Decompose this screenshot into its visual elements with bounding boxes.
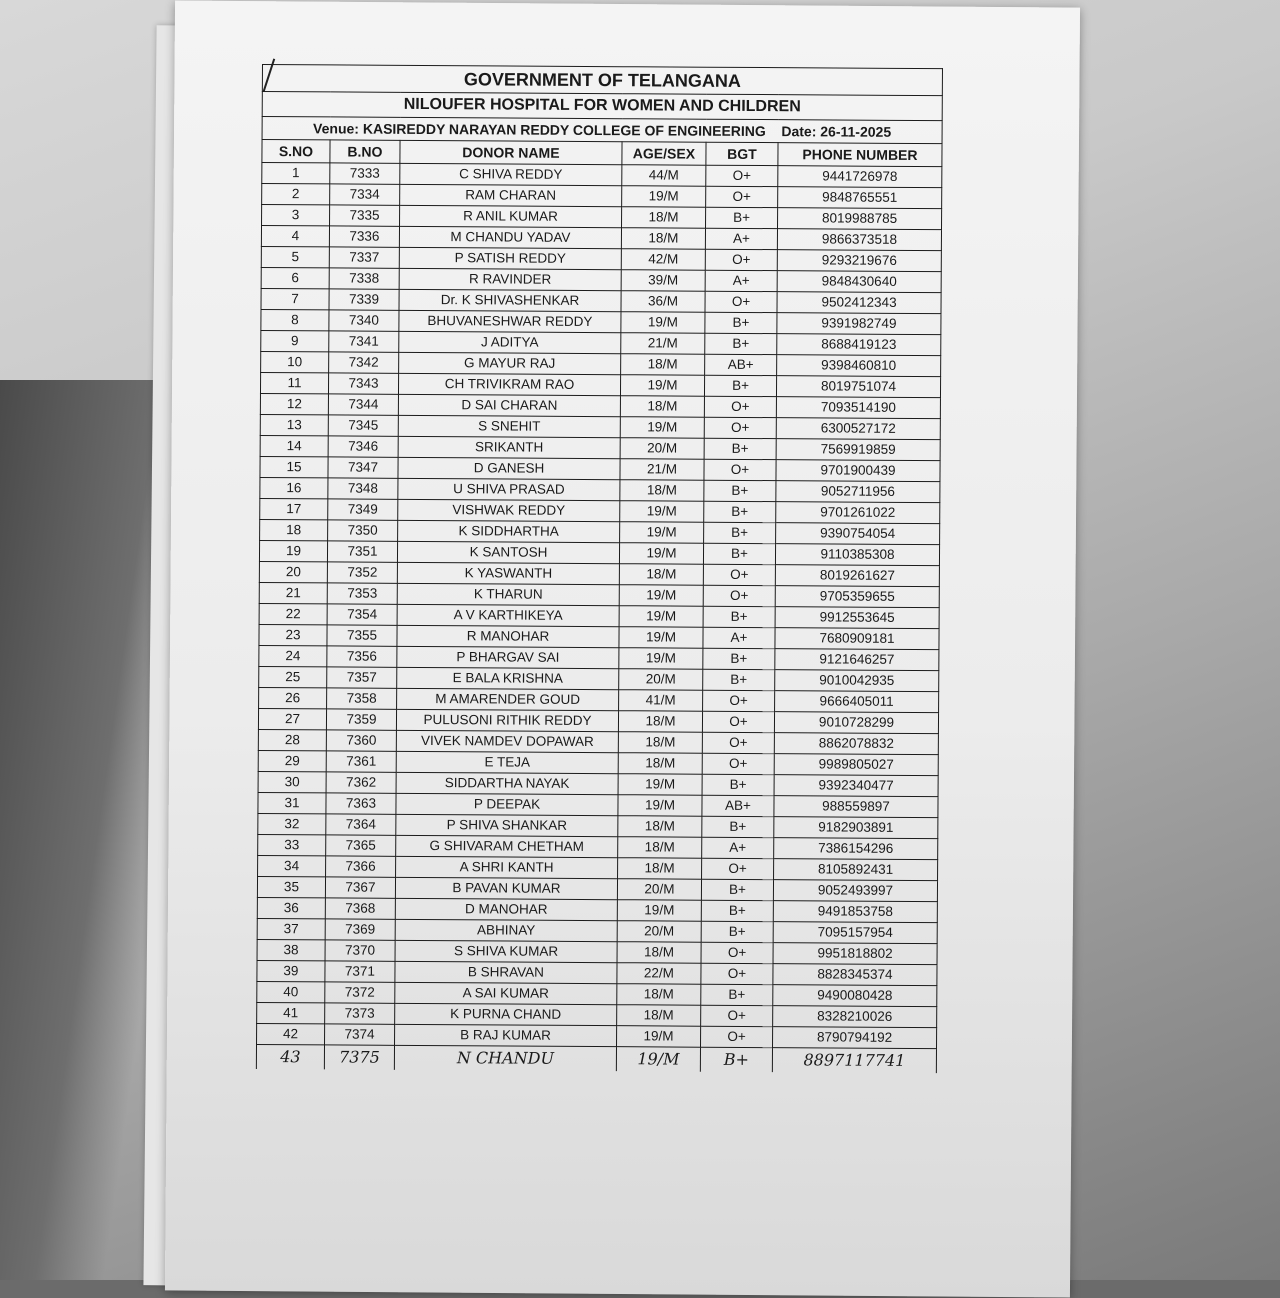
bag-number-cell: 7360 — [326, 730, 396, 751]
blood-group-cell: B+ — [701, 879, 773, 900]
blood-group-cell: B+ — [702, 816, 774, 837]
bag-number-cell: 7343 — [328, 373, 398, 394]
phone-number-cell: 9052493997 — [773, 880, 937, 902]
blood-group-cell: A+ — [705, 270, 777, 291]
age-sex-cell: 18/M — [618, 732, 702, 754]
bag-number-cell: 7340 — [329, 310, 399, 331]
donor-name-cell: G MAYUR RAJ — [399, 352, 621, 374]
handwritten-blood-group-cell: B+ — [700, 1047, 772, 1072]
bag-number-cell: 7335 — [330, 205, 400, 226]
donor-name-cell: K YASWANTH — [397, 562, 619, 584]
donor-name-cell: K SIDDHARTHA — [398, 520, 620, 542]
phone-number-cell: 9398460810 — [777, 355, 941, 377]
age-sex-cell: 18/M — [619, 564, 703, 586]
donor-name-cell: ABHINAY — [395, 919, 617, 941]
phone-number-cell: 9052711956 — [776, 481, 940, 503]
serial-number-cell: 28 — [258, 729, 326, 750]
bag-number-cell: 7367 — [325, 877, 395, 898]
donor-name-cell: P SATISH REDDY — [399, 247, 621, 269]
bag-number-cell: 7342 — [329, 352, 399, 373]
blood-group-cell: O+ — [702, 753, 774, 774]
serial-number-cell: 17 — [260, 498, 328, 519]
blood-group-cell: O+ — [701, 1005, 773, 1026]
age-sex-cell: 41/M — [619, 690, 703, 712]
donor-name-cell: PULUSONI RITHIK REDDY — [396, 709, 618, 731]
bag-number-cell: 7369 — [325, 919, 395, 940]
phone-number-cell: 8862078832 — [774, 733, 938, 755]
donor-name-cell: SIDDARTHA NAYAK — [396, 772, 618, 794]
serial-number-cell: 3 — [262, 205, 330, 226]
document-title: GOVERNMENT OF TELANGANA — [262, 65, 942, 96]
age-sex-cell: 19/M — [619, 648, 703, 670]
donor-name-cell: P BHARGAV SAI — [397, 646, 619, 668]
bag-number-cell: 7344 — [328, 394, 398, 415]
bag-number-cell: 7354 — [327, 604, 397, 625]
phone-number-cell: 9989805027 — [774, 754, 938, 776]
age-sex-cell: 19/M — [619, 543, 703, 565]
phone-number-cell: 9390754054 — [776, 523, 940, 545]
serial-number-cell: 26 — [259, 687, 327, 708]
serial-number-cell: 27 — [258, 708, 326, 729]
phone-number-cell: 7093514190 — [776, 397, 940, 419]
blood-group-cell: B+ — [702, 774, 774, 795]
blood-group-cell: B+ — [701, 900, 773, 921]
bag-number-cell: 7362 — [326, 772, 396, 793]
bag-number-cell: 7358 — [327, 688, 397, 709]
blood-group-cell: B+ — [704, 375, 776, 396]
blood-group-cell: O+ — [703, 690, 775, 711]
serial-number-cell: 16 — [260, 477, 328, 498]
blood-group-cell: A+ — [705, 228, 777, 249]
blood-group-cell: O+ — [706, 186, 778, 207]
phone-number-cell: 9392340477 — [774, 775, 938, 797]
blood-group-cell: B+ — [704, 522, 776, 543]
donor-name-cell: VISHWAK REDDY — [398, 499, 620, 521]
column-header: PHONE NUMBER — [778, 143, 942, 167]
donor-name-cell: SRIKANTH — [398, 436, 620, 458]
age-sex-cell: 19/M — [619, 606, 703, 628]
bag-number-cell: 7374 — [325, 1024, 395, 1045]
blood-group-cell: B+ — [704, 480, 776, 501]
phone-number-cell: 8105892431 — [774, 859, 938, 881]
blood-group-cell: O+ — [702, 858, 774, 879]
donor-name-cell: P DEEPAK — [396, 793, 618, 815]
serial-number-cell: 38 — [257, 939, 325, 960]
bag-number-cell: 7373 — [325, 1003, 395, 1024]
blood-group-cell: O+ — [701, 942, 773, 963]
serial-number-cell: 21 — [259, 582, 327, 603]
blood-group-cell: B+ — [703, 543, 775, 564]
phone-number-cell: 9701900439 — [776, 460, 940, 482]
phone-number-cell: 9182903891 — [774, 817, 938, 839]
age-sex-cell: 19/M — [620, 375, 704, 397]
bag-number-cell: 7334 — [330, 184, 400, 205]
age-sex-cell: 18/M — [621, 228, 705, 250]
phone-number-cell: 9110385308 — [775, 544, 939, 566]
donor-table — [256, 64, 943, 1073]
phone-number-cell: 9010728299 — [774, 712, 938, 734]
age-sex-cell: 18/M — [621, 354, 705, 376]
blood-group-cell: B+ — [706, 207, 778, 228]
age-sex-cell: 20/M — [617, 879, 701, 901]
phone-number-cell: 7680909181 — [775, 628, 939, 650]
venue-label: Venue: — [313, 120, 360, 137]
handwritten-serial-number-cell: 43 — [256, 1044, 324, 1069]
age-sex-cell: 42/M — [621, 249, 705, 271]
blood-group-cell: O+ — [704, 396, 776, 417]
blood-group-cell: B+ — [703, 648, 775, 669]
donor-name-cell: J ADITYA — [399, 331, 621, 353]
bag-number-cell: 7353 — [327, 583, 397, 604]
bag-number-cell: 7356 — [327, 646, 397, 667]
phone-number-cell: 8019751074 — [776, 376, 940, 398]
serial-number-cell: 34 — [258, 855, 326, 876]
blood-group-cell: B+ — [703, 606, 775, 627]
blood-group-cell: O+ — [701, 963, 773, 984]
phone-number-cell: 7095157954 — [773, 922, 937, 944]
phone-number-cell: 7386154296 — [774, 838, 938, 860]
donor-name-cell: K SANTOSH — [397, 541, 619, 563]
phone-number-cell: 9705359655 — [775, 586, 939, 608]
bag-number-cell: 7347 — [328, 457, 398, 478]
donor-name-cell: K PURNA CHAND — [395, 1003, 617, 1025]
serial-number-cell: 1 — [262, 163, 330, 184]
venue-line — [262, 117, 942, 144]
serial-number-cell: 40 — [257, 981, 325, 1002]
phone-number-cell: 8019988785 — [778, 208, 942, 230]
serial-number-cell: 25 — [259, 666, 327, 687]
donor-name-cell: B PAVAN KUMAR — [395, 877, 617, 899]
donor-name-cell: D GANESH — [398, 457, 620, 479]
blood-group-cell: A+ — [703, 627, 775, 648]
donor-name-cell: E TEJA — [396, 751, 618, 773]
donor-name-cell: S SNEHIT — [398, 415, 620, 437]
phone-number-cell: 9391982749 — [777, 313, 941, 335]
donor-name-cell: RAM CHARAN — [400, 184, 622, 206]
age-sex-cell: 19/M — [619, 627, 703, 649]
donor-name-cell: S SHIVA KUMAR — [395, 940, 617, 962]
donor-name-cell: C SHIVA REDDY — [400, 163, 622, 185]
serial-number-cell: 23 — [259, 624, 327, 645]
age-sex-cell: 21/M — [621, 333, 705, 355]
donor-name-cell: R RAVINDER — [399, 268, 621, 290]
blood-group-cell: B+ — [704, 501, 776, 522]
phone-number-cell: 6300527172 — [776, 418, 940, 440]
blood-group-cell: AB+ — [702, 795, 774, 816]
age-sex-cell: 20/M — [617, 921, 701, 943]
bag-number-cell: 7349 — [328, 499, 398, 520]
bag-number-cell: 7339 — [329, 289, 399, 310]
venue-name: KASIREDDY NARAYAN REDDY COLLEGE OF ENGINEERING — [362, 120, 766, 140]
donor-name-cell: A SHRI KANTH — [396, 856, 618, 878]
handwritten-donor-name-cell: N CHANDU — [394, 1045, 616, 1071]
handwritten-phone-number-cell: 8897117741 — [772, 1048, 936, 1074]
column-header: AGE/SEX — [622, 142, 706, 166]
age-sex-cell: 19/M — [617, 1026, 701, 1048]
serial-number-cell: 33 — [258, 834, 326, 855]
phone-number-cell: 8688419123 — [777, 334, 941, 356]
age-sex-cell: 18/M — [617, 1005, 701, 1027]
handwritten-bag-number-cell: 7375 — [324, 1045, 394, 1070]
serial-number-cell: 24 — [259, 645, 327, 666]
age-sex-cell: 19/M — [618, 774, 702, 796]
blood-group-cell: A+ — [702, 837, 774, 858]
age-sex-cell: 18/M — [618, 837, 702, 859]
blood-group-cell: O+ — [705, 249, 777, 270]
serial-number-cell: 35 — [257, 876, 325, 897]
column-header: BGT — [706, 142, 778, 165]
blood-group-cell: B+ — [703, 669, 775, 690]
bag-number-cell: 7372 — [325, 982, 395, 1003]
donor-name-cell: M AMARENDER GOUD — [397, 688, 619, 710]
blood-group-cell: O+ — [701, 1026, 773, 1047]
age-sex-cell: 18/M — [618, 816, 702, 838]
bag-number-cell: 7346 — [328, 436, 398, 457]
date-label: Date: — [781, 123, 817, 140]
donor-name-cell: B SHRAVAN — [395, 961, 617, 983]
donor-name-cell: M CHANDU YADAV — [399, 226, 621, 248]
phone-number-cell: 8328210026 — [773, 1006, 937, 1028]
age-sex-cell: 44/M — [622, 165, 706, 187]
phone-number-cell: 9951818802 — [773, 943, 937, 965]
age-sex-cell: 19/M — [620, 417, 704, 439]
age-sex-cell: 18/M — [618, 858, 702, 880]
column-header: S.NO — [262, 140, 330, 163]
age-sex-cell: 21/M — [620, 459, 704, 481]
event-date: 26-11-2025 — [820, 123, 892, 140]
serial-number-cell: 29 — [258, 750, 326, 771]
age-sex-cell: 19/M — [621, 312, 705, 334]
donor-name-cell: D MANOHAR — [395, 898, 617, 920]
phone-number-cell: 9701261022 — [776, 502, 940, 524]
serial-number-cell: 37 — [257, 918, 325, 939]
donor-name-cell: A V KARTHIKEYA — [397, 604, 619, 626]
serial-number-cell: 5 — [261, 246, 329, 267]
handwritten-age-sex-cell: 19/M — [616, 1047, 700, 1072]
phone-number-cell: 9848430640 — [777, 271, 941, 293]
bag-number-cell: 7365 — [326, 835, 396, 856]
serial-number-cell: 19 — [259, 540, 327, 561]
blood-group-cell: B+ — [701, 984, 773, 1005]
donor-name-cell: D SAI CHARAN — [398, 394, 620, 416]
phone-number-cell: 9666405011 — [775, 691, 939, 713]
serial-number-cell: 42 — [257, 1023, 325, 1044]
blood-group-cell: O+ — [705, 291, 777, 312]
phone-number-cell: 9441726978 — [778, 166, 942, 188]
age-sex-cell: 19/M — [622, 186, 706, 208]
blood-group-cell: O+ — [704, 459, 776, 480]
bag-number-cell: 7355 — [327, 625, 397, 646]
age-sex-cell: 20/M — [620, 438, 704, 460]
bag-number-cell: 7371 — [325, 961, 395, 982]
phone-number-cell: 8828345374 — [773, 964, 937, 986]
age-sex-cell: 22/M — [617, 963, 701, 985]
blood-group-cell: O+ — [703, 564, 775, 585]
column-header: DONOR NAME — [400, 140, 622, 164]
phone-number-cell: 8790794192 — [773, 1027, 937, 1049]
donor-name-cell: B RAJ KUMAR — [395, 1024, 617, 1046]
bag-number-cell: 7341 — [329, 331, 399, 352]
donor-list-document — [256, 64, 942, 1073]
serial-number-cell: 32 — [258, 813, 326, 834]
serial-number-cell: 14 — [260, 435, 328, 456]
blood-group-cell: B+ — [705, 312, 777, 333]
phone-number-cell: 9912553645 — [775, 607, 939, 629]
donor-name-cell: A SAI KUMAR — [395, 982, 617, 1004]
bag-number-cell: 7364 — [326, 814, 396, 835]
phone-number-cell: 9491853758 — [773, 901, 937, 923]
age-sex-cell: 36/M — [621, 291, 705, 313]
phone-number-cell: 9490080428 — [773, 985, 937, 1007]
donor-name-cell: R MANOHAR — [397, 625, 619, 647]
age-sex-cell: 19/M — [620, 501, 704, 523]
phone-number-cell: 9293219676 — [777, 250, 941, 272]
age-sex-cell: 39/M — [621, 270, 705, 292]
phone-number-cell: 8019261627 — [775, 565, 939, 587]
bag-number-cell: 7370 — [325, 940, 395, 961]
age-sex-cell: 19/M — [618, 795, 702, 817]
bag-number-cell: 7338 — [329, 268, 399, 289]
bag-number-cell: 7361 — [326, 751, 396, 772]
bag-number-cell: 7337 — [329, 247, 399, 268]
serial-number-cell: 13 — [260, 414, 328, 435]
serial-number-cell: 31 — [258, 792, 326, 813]
serial-number-cell: 8 — [261, 309, 329, 330]
bag-number-cell: 7350 — [328, 520, 398, 541]
bag-number-cell: 7348 — [328, 478, 398, 499]
bag-number-cell: 7345 — [328, 415, 398, 436]
age-sex-cell: 18/M — [618, 753, 702, 775]
donor-name-cell: P SHIVA SHANKAR — [396, 814, 618, 836]
blood-group-cell: B+ — [704, 438, 776, 459]
blood-group-cell: O+ — [702, 711, 774, 732]
bag-number-cell: 7351 — [327, 541, 397, 562]
serial-number-cell: 20 — [259, 561, 327, 582]
serial-number-cell: 18 — [260, 519, 328, 540]
hospital-name: NILOUFER HOSPITAL FOR WOMEN AND CHILDREN — [262, 92, 942, 121]
donor-name-cell: Dr. K SHIVASHENKAR — [399, 289, 621, 311]
donor-name-cell: K THARUN — [397, 583, 619, 605]
age-sex-cell: 18/M — [617, 984, 701, 1006]
blood-group-cell: B+ — [705, 333, 777, 354]
serial-number-cell: 7 — [261, 288, 329, 309]
phone-number-cell: 988559897 — [774, 796, 938, 818]
blood-group-cell: O+ — [704, 417, 776, 438]
blood-group-cell: B+ — [701, 921, 773, 942]
phone-number-cell: 9848765551 — [778, 187, 942, 209]
donor-name-cell: R ANIL KUMAR — [400, 205, 622, 227]
serial-number-cell: 2 — [262, 184, 330, 205]
donor-name-cell: CH TRIVIKRAM RAO — [398, 373, 620, 395]
blood-group-cell: O+ — [706, 165, 778, 186]
serial-number-cell: 4 — [261, 226, 329, 247]
serial-number-cell: 6 — [261, 267, 329, 288]
bag-number-cell: 7352 — [327, 562, 397, 583]
bag-number-cell: 7359 — [326, 709, 396, 730]
age-sex-cell: 18/M — [617, 942, 701, 964]
serial-number-cell: 30 — [258, 771, 326, 792]
age-sex-cell: 18/M — [620, 396, 704, 418]
donor-name-cell: VIVEK NAMDEV DOPAWAR — [396, 730, 618, 752]
serial-number-cell: 10 — [261, 351, 329, 372]
serial-number-cell: 9 — [261, 330, 329, 351]
bag-number-cell: 7357 — [327, 667, 397, 688]
serial-number-cell: 11 — [260, 372, 328, 393]
serial-number-cell: 39 — [257, 960, 325, 981]
column-header: B.NO — [330, 140, 400, 163]
phone-number-cell: 9866373518 — [777, 229, 941, 251]
serial-number-cell: 41 — [257, 1002, 325, 1023]
age-sex-cell: 18/M — [620, 480, 704, 502]
handwritten-row — [256, 1044, 936, 1073]
bag-number-cell: 7366 — [326, 856, 396, 877]
age-sex-cell: 18/M — [618, 711, 702, 733]
donor-name-cell: BHUVANESHWAR REDDY — [399, 310, 621, 332]
blood-group-cell: AB+ — [705, 354, 777, 375]
bag-number-cell: 7333 — [330, 163, 400, 184]
phone-number-cell: 9121646257 — [775, 649, 939, 671]
phone-number-cell: 7569919859 — [776, 439, 940, 461]
donor-name-cell: U SHIVA PRASAD — [398, 478, 620, 500]
serial-number-cell: 22 — [259, 603, 327, 624]
serial-number-cell: 15 — [260, 456, 328, 477]
donor-name-cell: G SHIVARAM CHETHAM — [396, 835, 618, 857]
bag-number-cell: 7368 — [325, 898, 395, 919]
bag-number-cell: 7363 — [326, 793, 396, 814]
age-sex-cell: 19/M — [620, 522, 704, 544]
age-sex-cell: 19/M — [619, 585, 703, 607]
bag-number-cell: 7336 — [329, 226, 399, 247]
age-sex-cell: 20/M — [619, 669, 703, 691]
phone-number-cell: 9502412343 — [777, 292, 941, 314]
age-sex-cell: 18/M — [622, 207, 706, 229]
age-sex-cell: 19/M — [617, 900, 701, 922]
blood-group-cell: O+ — [703, 585, 775, 606]
blood-group-cell: O+ — [702, 732, 774, 753]
phone-number-cell: 9010042935 — [775, 670, 939, 692]
serial-number-cell: 12 — [260, 393, 328, 414]
donor-name-cell: E BALA KRISHNA — [397, 667, 619, 689]
serial-number-cell: 36 — [257, 897, 325, 918]
